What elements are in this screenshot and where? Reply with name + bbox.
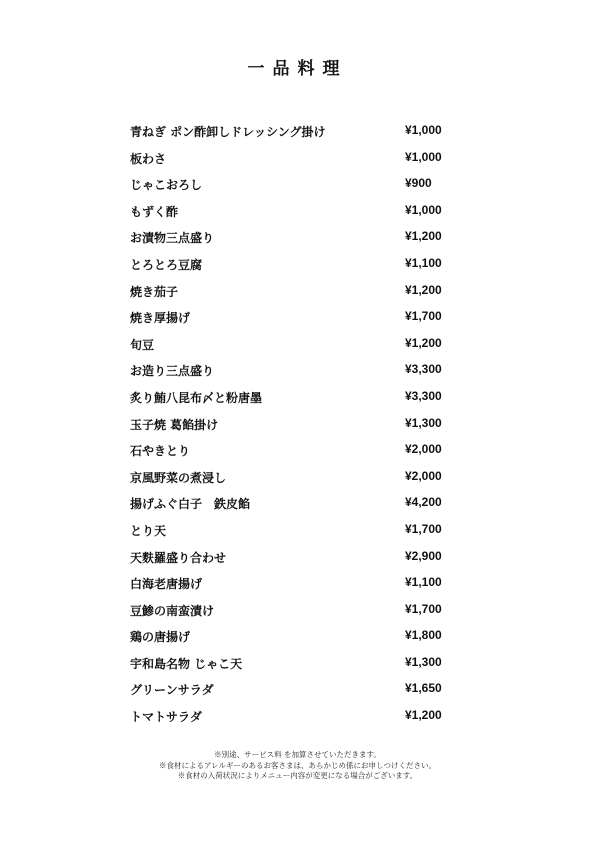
menu-item xyxy=(130,333,460,360)
page-title: 一品料理 xyxy=(247,59,348,79)
menu-item-name: お造り三点盛り xyxy=(130,364,215,379)
menu-item xyxy=(130,625,460,652)
menu-item-name: お漬物三点盛り xyxy=(130,231,215,246)
menu-item-price: ¥3,300 xyxy=(405,362,442,377)
menu-item xyxy=(130,492,460,519)
menu-item-price: ¥1,650 xyxy=(405,681,442,696)
menu-item-name: 豆鯵の南蛮漬け xyxy=(130,603,215,618)
menu-item xyxy=(130,546,460,573)
menu-item-price: ¥2,000 xyxy=(405,442,442,457)
menu-item xyxy=(130,173,460,200)
menu-item-name: 揚げふぐ白子 鉄皮餡 xyxy=(130,497,251,512)
menu-item-price: ¥1,200 xyxy=(405,708,442,723)
menu-item-price: ¥3,300 xyxy=(405,388,442,403)
menu-item-price: ¥1,700 xyxy=(405,309,442,324)
menu-item xyxy=(130,439,460,466)
menu-item-name: もずく酢 xyxy=(130,204,179,219)
menu-item xyxy=(130,652,460,679)
menu-item-name: とり天 xyxy=(130,523,167,538)
menu-item-name: 旬豆 xyxy=(130,337,155,352)
menu-item-price: ¥1,200 xyxy=(405,229,442,244)
menu-item-name: 青ねぎ ポン酢卸しドレッシング掛け xyxy=(130,125,326,139)
menu-item xyxy=(130,572,460,599)
menu-item-name: 玉子焼 葛餡掛け xyxy=(130,417,219,432)
menu-item xyxy=(130,280,460,307)
menu-item-name: じゃこおろし xyxy=(130,178,203,193)
menu-item xyxy=(130,413,460,440)
menu-item xyxy=(130,147,460,174)
menu-item-price: ¥1,300 xyxy=(405,654,442,669)
menu-item-name: 炙り鮪八昆布〆と粉唐墨 xyxy=(130,390,263,405)
menu-item-name: とろとろ豆腐 xyxy=(130,257,203,272)
menu-item-name: 天麩羅盛り合わせ xyxy=(130,550,227,565)
menu-item xyxy=(130,120,460,147)
menu-item xyxy=(130,226,460,253)
menu-item-price: ¥1,100 xyxy=(405,255,442,270)
menu-list xyxy=(130,120,460,732)
menu-item-price: ¥1,300 xyxy=(405,415,442,430)
footer-notes xyxy=(0,750,595,782)
menu-item-price: ¥900 xyxy=(405,176,432,191)
menu-item-name: 鶏の唐揚げ xyxy=(130,630,191,645)
menu-item xyxy=(130,519,460,546)
menu-item xyxy=(130,705,460,732)
note-menu-change: ※食材の入荷状況によりメニュー内容が変更になる場合がございます。 xyxy=(177,771,418,780)
note-service-charge: ※別途、サービス料 を加算させていただきます。 xyxy=(214,750,381,759)
menu-item-price: ¥2,900 xyxy=(405,548,442,563)
menu-item-price: ¥1,000 xyxy=(405,149,442,164)
menu-item-price: ¥1,200 xyxy=(405,282,442,297)
menu-item xyxy=(130,200,460,227)
menu-item-name: 京風野菜の煮浸し xyxy=(130,470,227,485)
menu-item-price: ¥2,000 xyxy=(405,468,442,483)
menu-item-name: 焼き厚揚げ xyxy=(130,311,191,326)
menu-item-price: ¥1,700 xyxy=(405,601,442,616)
menu-item-price: ¥1,000 xyxy=(405,202,442,217)
menu-item-price: ¥4,200 xyxy=(405,495,442,510)
menu-item xyxy=(130,253,460,280)
menu-item xyxy=(130,466,460,493)
menu-item xyxy=(130,306,460,333)
menu-item xyxy=(130,386,460,413)
menu-item-name: 焼き茄子 xyxy=(130,284,179,299)
menu-item xyxy=(130,599,460,626)
menu-item-price: ¥1,700 xyxy=(405,521,442,536)
menu-item xyxy=(130,678,460,705)
menu-item-name: 宇和島名物 じゃこ天 xyxy=(130,656,243,671)
menu-item-name: グリーンサラダ xyxy=(130,683,214,698)
menu-item-price: ¥1,800 xyxy=(405,628,442,643)
menu-item-price: ¥1,000 xyxy=(405,123,442,137)
menu-item xyxy=(130,359,460,386)
menu-item-name: 石やきとり xyxy=(130,444,191,459)
menu-item-name: 白海老唐揚げ xyxy=(130,577,203,592)
menu-item-price: ¥1,100 xyxy=(405,575,442,590)
menu-item-name: 板わさ xyxy=(130,151,167,166)
menu-item-name: トマトサラダ xyxy=(130,710,202,725)
note-allergy: ※食材によるアレルギーのあるお客さまは、あらかじめ係にお申しつけください。 xyxy=(158,760,436,770)
menu-item-price: ¥1,200 xyxy=(405,335,442,350)
